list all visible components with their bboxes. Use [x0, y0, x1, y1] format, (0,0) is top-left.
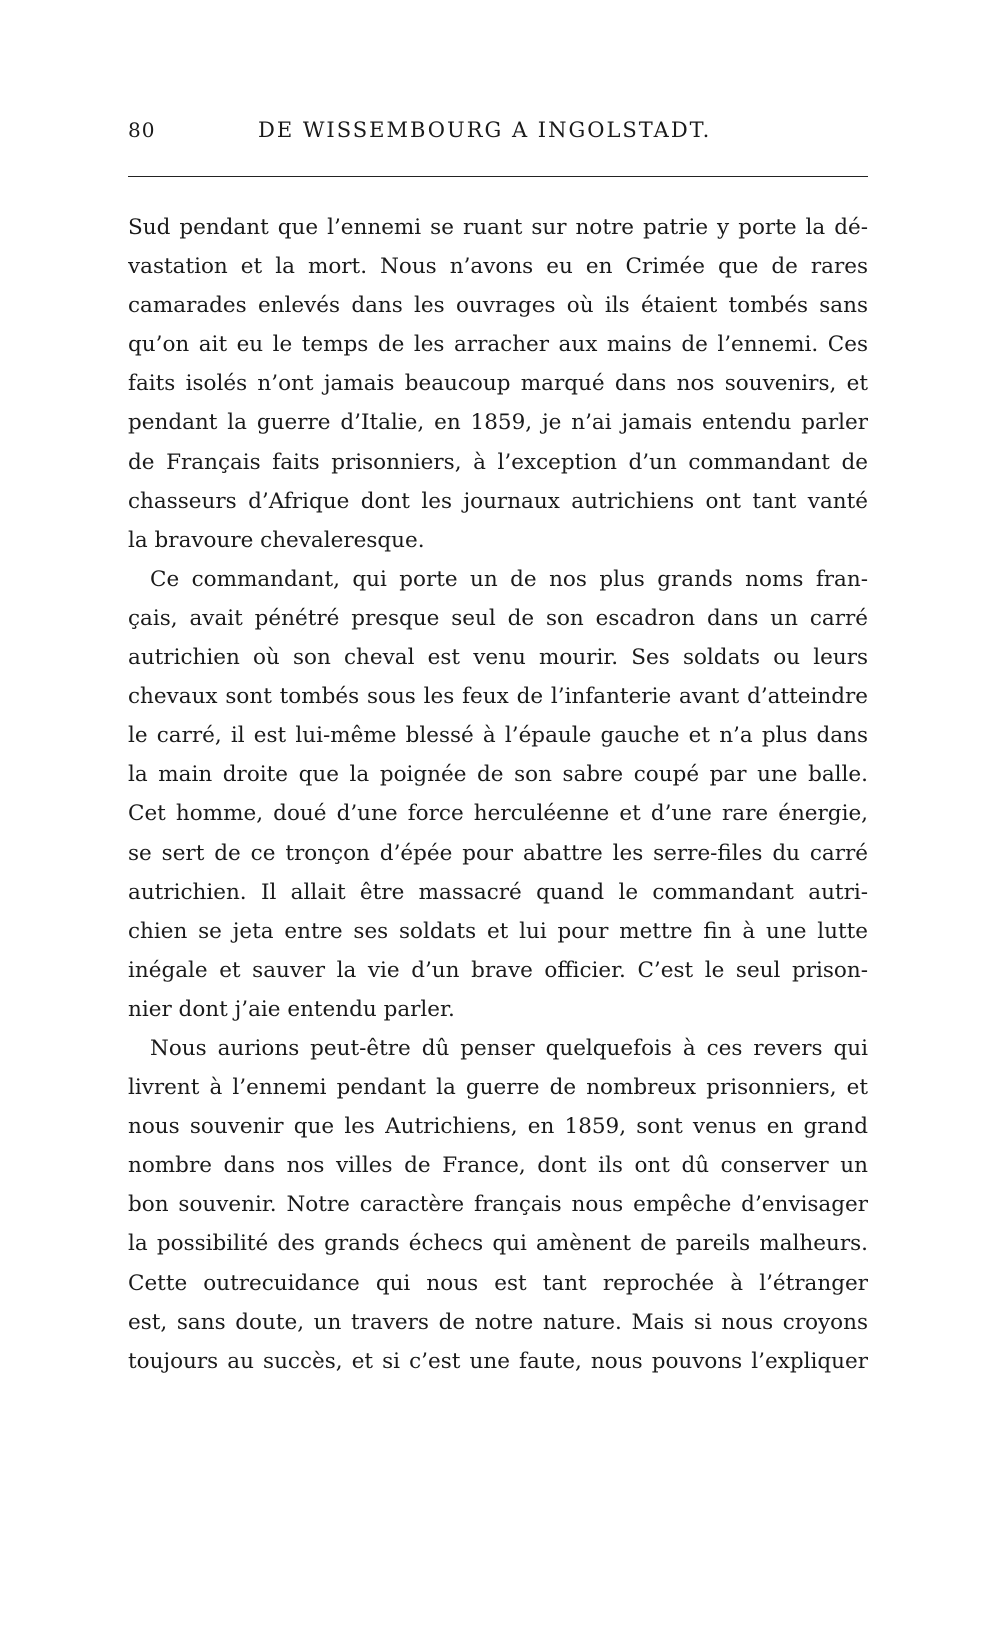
text-line: nous souvenir que les Autrichiens, en 1859, sont venus en grand — [128, 1114, 868, 1140]
text-line: Cet homme, doué d’une force herculéenne et d’une rare énergie, — [128, 801, 868, 827]
paragraph-end-line: la bravoure chevaleresque. — [128, 527, 425, 553]
body-text — [128, 208, 868, 1381]
text-line: nombre dans nos villes de France, dont ils ont dû conserver un — [128, 1153, 868, 1179]
text-line: çais, avait pénétré presque seul de son escadron dans un carré — [128, 605, 868, 631]
text-line: chien se jeta entre ses soldats et lui pour mettre fin à une lutte — [128, 918, 868, 944]
text-line: la main droite que la poignée de son sabre coupé par une balle. — [128, 762, 868, 788]
running-title: DE WISSEMBOURG A INGOLSTADT. — [258, 118, 712, 142]
paragraph-end-line: nier dont j’aie entendu parler. — [128, 996, 455, 1022]
text-line: est, sans doute, un travers de notre nature. Mais si nous croyons — [128, 1309, 868, 1335]
page-number: 80 — [128, 118, 156, 142]
header-rule — [128, 176, 868, 177]
text-line: la possibilité des grands échecs qui amènent de pareils malheurs. — [128, 1231, 868, 1257]
text-line: pendant la guerre d’Italie, en 1859, je n’ai jamais entendu parler — [128, 410, 868, 436]
text-line: se sert de ce tronçon d’épée pour abattre les serre-files du carré — [128, 840, 868, 866]
paragraph-start-line: Nous aurions peut-être dû penser quelquefois à ces revers qui — [150, 1035, 868, 1061]
text-line: chevaux sont tombés sous les feux de l’infanterie avant d’atteindre — [128, 684, 868, 710]
text-line: toujours au succès, et si c’est une faute, nous pouvons l’expliquer — [128, 1348, 868, 1374]
text-line: qu’on ait eu le temps de les arracher aux mains de l’ennemi. Ces — [128, 332, 868, 358]
running-head — [128, 118, 868, 150]
text-line: bon souvenir. Notre caractère français nous empêche d’envisager — [128, 1192, 868, 1218]
text-line: Cette outrecuidance qui nous est tant reprochée à l’étranger — [128, 1270, 868, 1296]
text-line: autrichien. Il allait être massacré quand le commandant autri- — [128, 879, 868, 905]
text-line: vastation et la mort. Nous n’avons eu en Crimée que de rares — [128, 254, 868, 280]
text-line: autrichien où son cheval est venu mourir. Ses soldats ou leurs — [128, 645, 868, 671]
text-line: inégale et sauver la vie d’un brave officier. C’est le seul prison- — [128, 957, 868, 983]
text-line: le carré, il est lui-même blessé à l’épaule gauche et n’a plus dans — [128, 723, 868, 749]
text-line: camarades enlevés dans les ouvrages où ils étaient tombés sans — [128, 293, 868, 319]
text-line: faits isolés n’ont jamais beaucoup marqué dans nos souvenirs, et — [128, 371, 868, 397]
text-line: chasseurs d’Afrique dont les journaux autrichiens ont tant vanté — [128, 488, 868, 514]
text-line: de Français faits prisonniers, à l’exception d’un commandant de — [128, 449, 868, 475]
paragraph-start-line: Ce commandant, qui porte un de nos plus grands noms fran- — [150, 566, 868, 592]
text-line: livrent à l’ennemi pendant la guerre de nombreux prisonniers, et — [128, 1075, 868, 1101]
text-line: Sud pendant que l’ennemi se ruant sur notre patrie y porte la dé- — [128, 215, 868, 240]
